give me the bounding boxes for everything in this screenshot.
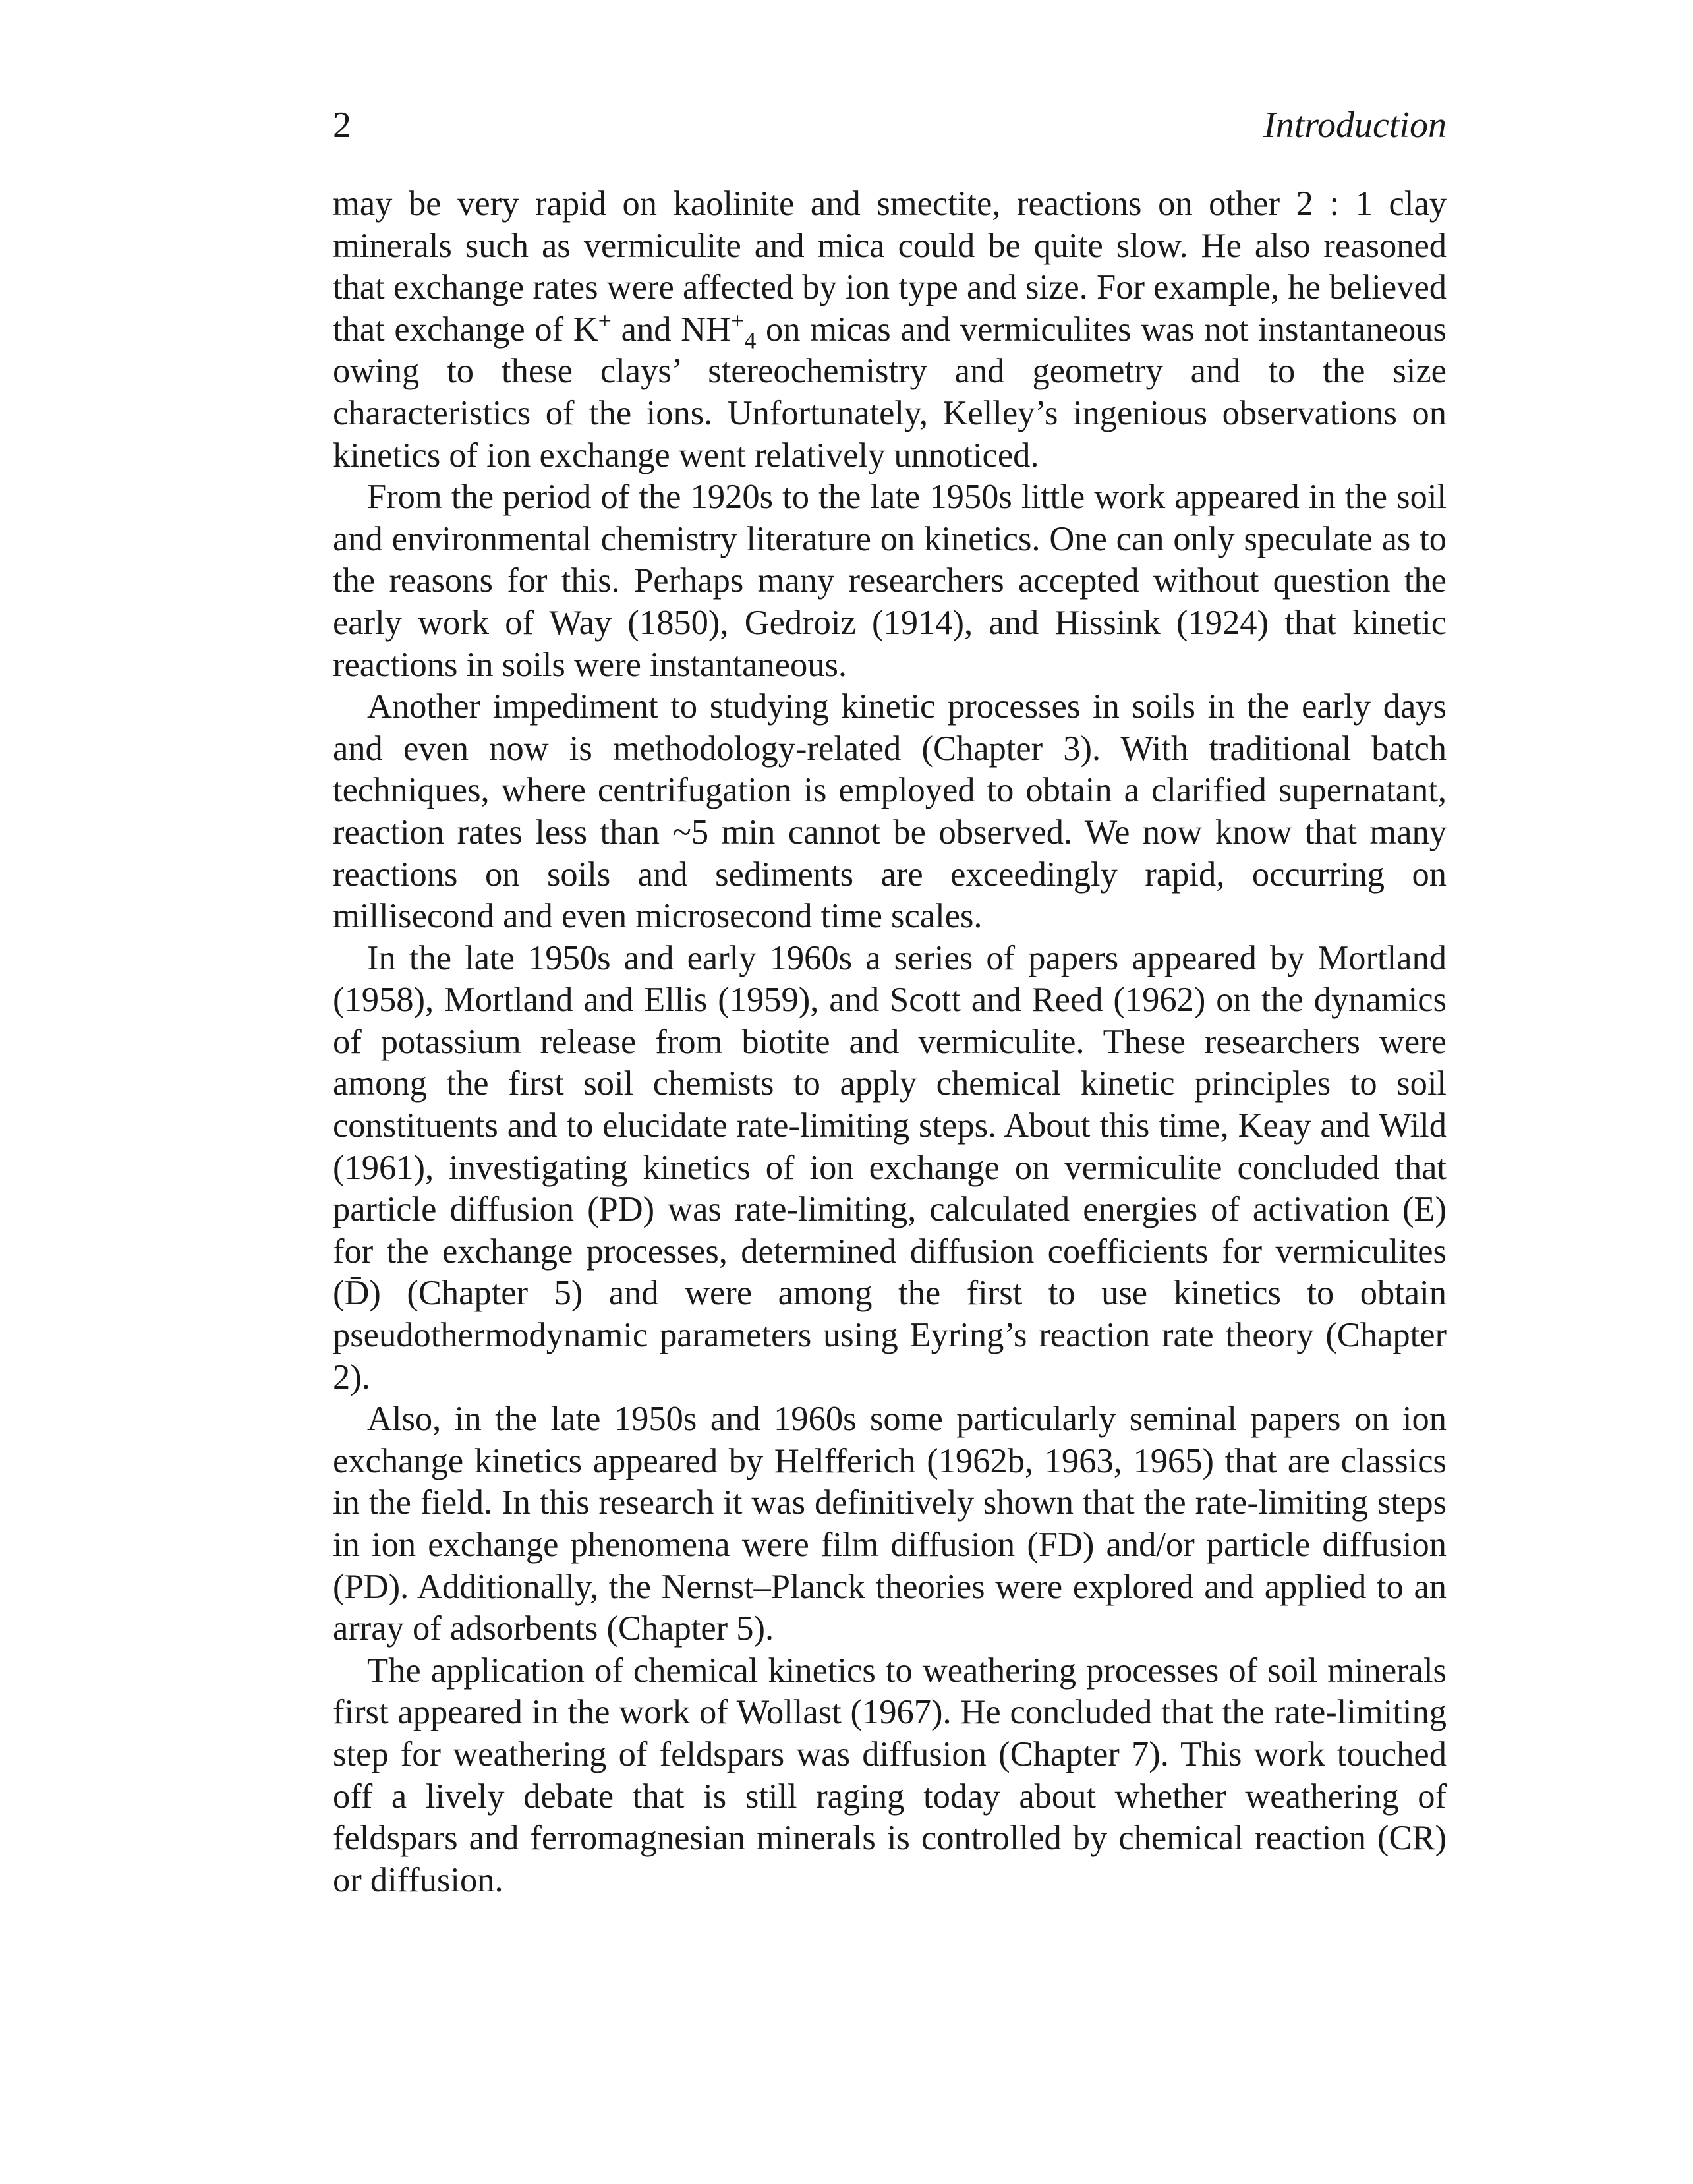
chapter-title: Introduction (1263, 105, 1447, 146)
paragraph-1-text: and NH (611, 310, 732, 349)
paragraph-1-text: on micas and vermiculites was not instantaneous owing to these clays’ stereochemistry and geometry and to the size characteristics of the ions. Unfortunately, Kelley’s ingenious observations on kinetics of ion exchange went relatively unnoticed. (333, 310, 1447, 474)
paragraph-6: The application of chemical kinetics to weathering processes of soil minerals first appeared in the work of Wollast (1967). He concluded that the rate-limiting step for weathering of feldspars was diffusion (Chapter 7). This work touched off a lively debate that is still raging today about whether weathering of feldspars and ferromagnesian minerals is controlled by chemical reaction (CR) or diffusion. (333, 1651, 1447, 1899)
paragraph-1-sup: + (598, 307, 612, 334)
paragraph-1 (333, 183, 1447, 476)
paragraph-4: In the late 1950s and early 1960s a series of papers appeared by Mortland (1958), Mortland and Ellis (1959), and Scott and Reed (1962) on the dynamics of potassium release from biotite and vermiculite. These researchers were among the first soil chemists to apply chemical kinetic principles to soil constituents and to elucidate rate-limiting steps. About this time, Keay and Wild (1961), investigating kinetics of ion exchange on vermiculite concluded that particle diffusion (PD) was rate-limiting, calculated energies of activation (E) for the exchange processes, determined diffusion coefficients for vermiculites (D̄) (Chapter 5) and were among the first to use kinetics to obtain pseudothermodynamic parameters using Eyring’s reaction rate theory (Chapter 2). (333, 938, 1447, 1396)
body-text (333, 183, 1447, 1901)
paragraph-2: From the period of the 1920s to the late 1950s little work appeared in the soil and environmental chemistry literature on kinetics. One can only speculate as to the reasons for this. Perhaps many researchers accepted without question the early work of Way (1850), Gedroiz (1914), and Hissink (1924) that kinetic reactions in soils were instantaneous. (333, 478, 1447, 684)
paragraph-5: Also, in the late 1950s and 1960s some particularly seminal papers on ion exchange kinetics appeared by Helfferich (1962b, 1963, 1965) that are classics in the field. In this research it was definitively shown that the rate-limiting steps in ion exchange phenomena were film diffusion (FD) and/or particle diffusion (PD). Additionally, the Nernst–Planck theories were explored and applied to an array of adsorbents (Chapter 5). (333, 1400, 1447, 1648)
paragraph-1-sub: 4 (744, 327, 757, 354)
paragraph-3: Another impediment to studying kinetic processes in soils in the early days and even now is methodology-related (Chapter 3). With traditional batch techniques, where centrifugation is employed to obtain a clarified supernatant, reaction rates less than ~5 min cannot be observed. We now know that many reactions on soils and sediments are exceedingly rapid, occurring on millisecond and even microsecond time scales. (333, 687, 1447, 936)
running-head (333, 99, 1447, 152)
paragraph-1-sup: + (731, 307, 745, 334)
page-number: 2 (333, 105, 351, 146)
paragraph-1-text: may be very rapid on kaolinite and smectite, reactions on other 2 : 1 clay minerals such as vermiculite and mica could be quite slow. He also reasoned that exchange rates were affected by ion type and size. For example, he believed that exchange of K (333, 185, 1447, 349)
